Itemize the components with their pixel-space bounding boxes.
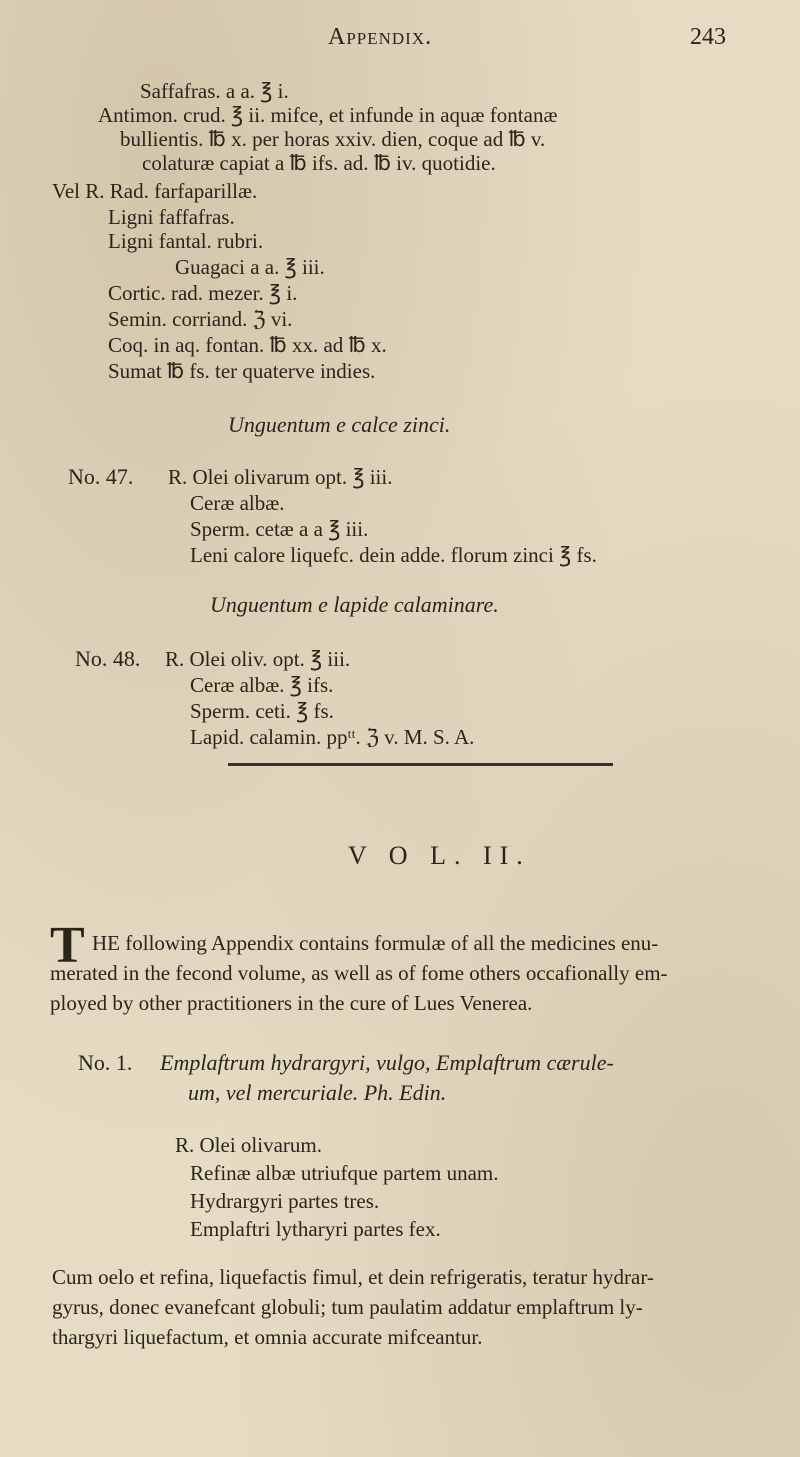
recipe-number: No. 47. (68, 464, 134, 489)
text-line: Coq. in aq. fontan. ℔ xx. ad ℔ x. (108, 333, 387, 357)
text-line: thargyri liquefactum, et omnia accurate mifceantur. (52, 1325, 483, 1349)
text-line: bullientis. ℔ x. per horas xxiv. dien, coque ad ℔ v. (120, 127, 546, 151)
text-line: Antimon. crud. ℥ ii. mifce, et infunde in aquæ fontanæ (98, 103, 558, 127)
text-line: Hydrargyri partes tres. (190, 1189, 380, 1213)
recipe-title: Emplaftrum hydrargyri, vulgo, Emplaftrum cærule- (160, 1050, 614, 1075)
text-line: Guagaci a a. ℥ iii. (175, 255, 325, 279)
recipe-number: No. 48. (75, 646, 141, 671)
text-line: Refinæ albæ utriufque partem unam. (190, 1161, 499, 1185)
text-line: Semin. corriand. ℨ vi. (108, 307, 293, 331)
text-line: R. Olei olivarum. (175, 1133, 322, 1157)
text-line: Saffafras. a a. ℥ i. (140, 79, 289, 103)
text-line: Cum oelo et refina, liquefactis fimul, et dein refrigeratis, teratur hydrar- (52, 1265, 654, 1289)
text-line: R. Olei oliv. opt. ℥ iii. (165, 647, 351, 671)
text-line: Vel R. Rad. farfaparillæ. (52, 179, 258, 203)
text-line: Sumat ℔ fs. ter quaterve indies. (108, 359, 376, 383)
recipe-title: Unguentum e calce zinci. (228, 412, 451, 437)
text-line: colaturæ capiat a ℔ ifs. ad. ℔ iv. quotidie. (142, 151, 496, 175)
text-line: Ceræ albæ. (190, 491, 285, 515)
page-number: 243 (690, 24, 726, 50)
text-line: ployed by other practitioners in the cure of Lues Venerea. (50, 991, 533, 1015)
text-line: Cortic. rad. mezer. ℥ i. (108, 281, 298, 305)
text-line: Emplaftri lytharyri partes fex. (190, 1217, 441, 1241)
section-divider (228, 763, 613, 766)
recipe-title: Unguentum e lapide calaminare. (210, 592, 499, 617)
drop-cap: T (50, 917, 85, 974)
volume-heading: V O L. II. (348, 841, 531, 870)
text-line: Ligni faffafras. (108, 205, 235, 229)
recipe-number: No. 1. (78, 1050, 133, 1075)
text-line: Ligni fantal. rubri. (108, 229, 264, 253)
text-line: Sperm. cetæ a a ℥ iii. (190, 517, 369, 541)
text-line: R. Olei olivarum opt. ℥ iii. (168, 465, 393, 489)
running-head: Appendix. (328, 24, 433, 50)
text-line: Ceræ albæ. ℥ ifs. (190, 673, 334, 697)
recipe-title: um, vel mercuriale. Ph. Edin. (188, 1080, 447, 1105)
text-line: Leni calore liquefc. dein adde. florum zinci ℥ fs. (190, 543, 597, 567)
text-line: HE following Appendix contains formulæ of all the medicines enu- (92, 931, 659, 955)
text-line: gyrus, donec evanefcant globuli; tum paulatim addatur emplaftrum ly- (52, 1295, 643, 1319)
text-line: merated in the fecond volume, as well as of fome others occafionally em- (50, 961, 668, 985)
text-line: Lapid. calamin. ppᵗᵗ. ℨ v. M. S. A. (190, 725, 475, 749)
text-line: Sperm. ceti. ℥ fs. (190, 699, 334, 723)
